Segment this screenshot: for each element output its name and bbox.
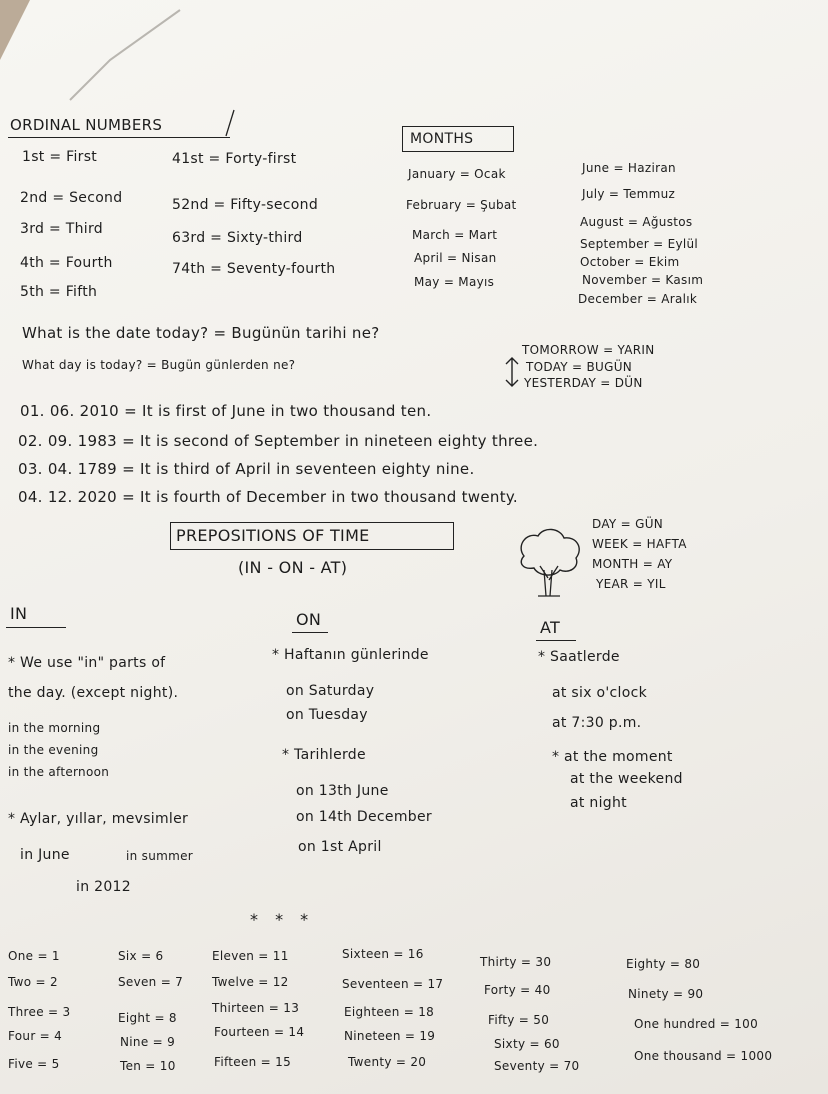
at-line: at six o'clock	[552, 685, 648, 701]
in-line: the day. (except night).	[8, 685, 179, 701]
number-item: Sixty = 60	[494, 1037, 560, 1051]
tree-icon	[514, 526, 584, 598]
ordinal-item: 4th = Fourth	[20, 255, 113, 271]
number-item: Ten = 10	[120, 1059, 176, 1073]
number-item: Two = 2	[8, 975, 58, 989]
at-line: at 7:30 p.m.	[552, 715, 642, 731]
on-line: on 13th June	[296, 783, 389, 799]
question-day: What day is today? = Bugün günlerden ne?	[22, 358, 296, 372]
unit-word: MONTH = AY	[592, 557, 673, 571]
number-item: Fourteen = 14	[214, 1025, 305, 1039]
number-item: Thirteen = 13	[212, 1001, 300, 1015]
in-header-underline	[6, 627, 66, 628]
month-item: February = Şubat	[406, 198, 517, 212]
question-date: What is the date today? = Bugünün tarihi ne?	[22, 324, 380, 342]
number-item: Twelve = 12	[212, 975, 289, 989]
day-word: YESTERDAY = DÜN	[524, 376, 643, 390]
month-item: June = Haziran	[582, 161, 676, 175]
ordinal-item: 41st = Forty-first	[172, 151, 297, 167]
at-line: at night	[570, 795, 627, 811]
in-line: in summer	[126, 849, 194, 863]
ordinal-item: 63rd = Sixty-third	[172, 230, 303, 246]
number-item: Eleven = 11	[212, 949, 289, 963]
number-item: Ninety = 90	[628, 987, 704, 1001]
on-line: on 1st April	[298, 839, 382, 855]
month-item: July = Temmuz	[582, 187, 676, 201]
number-item: Seventy = 70	[494, 1059, 580, 1073]
arrow-bracket-icon	[502, 356, 522, 388]
unit-word: YEAR = YIL	[596, 577, 666, 591]
at-line: at the weekend	[570, 771, 683, 787]
unit-word: WEEK = HAFTA	[592, 537, 687, 551]
prepositions-subtitle: (IN - ON - AT)	[238, 558, 348, 577]
date-line: 03. 04. 1789 = It is third of April in seventeen eighty nine.	[18, 460, 475, 478]
at-header: AT	[540, 618, 561, 637]
ordinal-title-underline	[8, 137, 230, 138]
number-item: Eight = 8	[118, 1011, 177, 1025]
in-line: in the morning	[8, 721, 101, 735]
month-item: May = Mayıs	[414, 275, 495, 289]
on-header-underline	[292, 632, 328, 633]
number-item: Nine = 9	[120, 1035, 176, 1049]
in-header: IN	[10, 604, 28, 623]
on-line: on Saturday	[286, 683, 375, 699]
month-item: October = Ekim	[580, 255, 680, 269]
on-line: on Tuesday	[286, 707, 368, 723]
in-line: * Aylar, yıllar, mevsimler	[8, 811, 189, 827]
day-word: TODAY = BUGÜN	[526, 360, 633, 374]
paper-crease	[0, 0, 828, 120]
number-item: Five = 5	[8, 1057, 60, 1071]
month-item: December = Aralık	[578, 292, 698, 306]
ordinal-item: 3rd = Third	[20, 221, 103, 237]
number-item: Fifteen = 15	[214, 1055, 292, 1069]
number-item: Thirty = 30	[480, 955, 552, 969]
date-line: 04. 12. 2020 = It is fourth of December in two thousand twenty.	[18, 488, 518, 506]
month-item: November = Kasım	[582, 273, 704, 287]
date-line: 02. 09. 1983 = It is second of September in nineteen eighty three.	[18, 432, 539, 450]
number-item: Eighteen = 18	[344, 1005, 435, 1019]
on-line: on 14th December	[296, 809, 432, 825]
month-item: August = Ağustos	[580, 215, 693, 229]
months-title: MONTHS	[410, 131, 474, 147]
unit-word: DAY = GÜN	[592, 517, 664, 531]
number-item: Seventeen = 17	[342, 977, 444, 991]
month-item: March = Mart	[412, 228, 498, 242]
number-item: Nineteen = 19	[344, 1029, 436, 1043]
in-line: in 2012	[76, 879, 131, 895]
number-item: Three = 3	[8, 1005, 71, 1019]
ordinal-item: 2nd = Second	[20, 190, 123, 206]
at-line: * at the moment	[552, 749, 673, 765]
ordinal-item: 5th = Fifth	[20, 284, 98, 300]
prepositions-title: PREPOSITIONS OF TIME	[176, 526, 370, 545]
number-item: Eighty = 80	[626, 957, 701, 971]
in-line: in June	[20, 847, 70, 863]
number-item: Sixteen = 16	[342, 947, 424, 961]
ordinal-title: ORDINAL NUMBERS	[10, 116, 163, 134]
number-item: One = 1	[8, 949, 60, 963]
ordinal-title-slash	[222, 108, 236, 138]
on-line: * Haftanın günlerinde	[272, 647, 429, 663]
ordinal-item: 52nd = Fifty-second	[172, 197, 319, 213]
number-item: Twenty = 20	[348, 1055, 427, 1069]
in-line: in the afternoon	[8, 765, 110, 779]
ordinal-item: 1st = First	[22, 149, 98, 165]
at-line: * Saatlerde	[538, 649, 620, 665]
day-word: TOMORROW = YARIN	[522, 343, 655, 357]
month-item: April = Nisan	[414, 251, 497, 265]
in-line: in the evening	[8, 743, 99, 757]
month-item: September = Eylül	[580, 237, 699, 251]
number-item: Seven = 7	[118, 975, 184, 989]
number-item: One hundred = 100	[634, 1017, 759, 1031]
number-item: Four = 4	[8, 1029, 63, 1043]
ordinal-item: 74th = Seventy-fourth	[172, 261, 336, 277]
number-item: Forty = 40	[484, 983, 551, 997]
at-header-underline	[536, 640, 576, 641]
number-item: Fifty = 50	[488, 1013, 550, 1027]
number-item: Six = 6	[118, 949, 164, 963]
number-item: One thousand = 1000	[634, 1049, 773, 1063]
date-line: 01. 06. 2010 = It is first of June in two thousand ten.	[20, 402, 432, 420]
stars-divider: * * *	[250, 910, 315, 929]
in-line: * We use "in" parts of	[8, 655, 166, 671]
on-line: * Tarihlerde	[282, 747, 366, 763]
month-item: January = Ocak	[408, 167, 506, 181]
on-header: ON	[296, 610, 322, 629]
